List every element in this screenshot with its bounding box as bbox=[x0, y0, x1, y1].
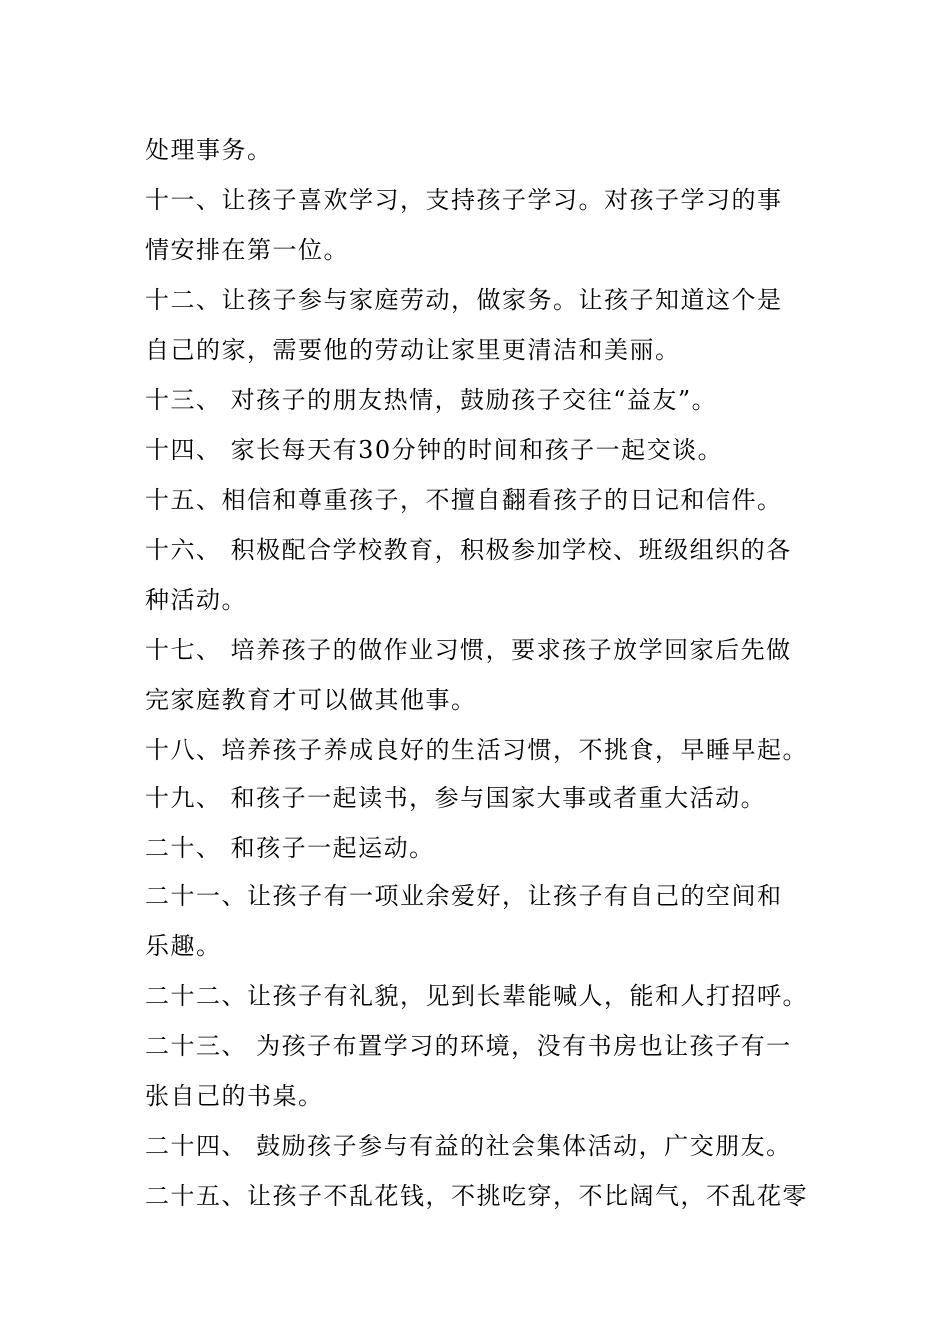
text-line: 自己的家，需要他的劳动让家里更清洁和美丽。 bbox=[145, 336, 681, 364]
text-line: 二十一、让孩子有一项业余爱好，让孩子有自己的空间和 bbox=[145, 882, 783, 910]
text-line: 二十四、 鼓励孩子参与有益的社会集体活动，广交朋友。 bbox=[145, 1132, 792, 1160]
text-line: 种活动。 bbox=[145, 586, 247, 614]
text-line: 二十、 和孩子一起运动。 bbox=[145, 834, 435, 862]
text-line: 十六、 积极配合学校教育，积极参加学校、班级组织的各 bbox=[145, 536, 792, 564]
text-line: 十二、让孩子参与家庭劳动，做家务。让孩子知道这个是 bbox=[145, 286, 783, 314]
text-line: 完家庭教育才可以做其他事。 bbox=[145, 686, 477, 714]
text-line: 十九、 和孩子一起读书，参与国家大事或者重大活动。 bbox=[145, 784, 767, 812]
text-line: 十三、 对孩子的朋友热情，鼓励孩子交往“益友”。 bbox=[145, 386, 718, 414]
text-line: 张自己的书桌。 bbox=[145, 1082, 324, 1110]
text-line: 十一、让孩子喜欢学习，支持孩子学习。对孩子学习的事 bbox=[145, 186, 783, 214]
text-line: 十五、相信和尊重孩子，不擅自翻看孩子的日记和信件。 bbox=[145, 486, 783, 514]
text-line: 二十五、让孩子不乱花钱，不挑吃穿，不比阔气，不乱花零 bbox=[145, 1182, 808, 1210]
text-line: 十七、 培养孩子的做作业习惯，要求孩子放学回家后先做 bbox=[145, 636, 792, 664]
text-line: 乐趣。 bbox=[145, 932, 222, 960]
text-line: 情安排在第一位。 bbox=[145, 236, 349, 264]
text-line: 处理事务。 bbox=[145, 136, 273, 164]
text-line: 十八、培养孩子养成良好的生活习惯，不挑食，早睡早起。 bbox=[145, 736, 808, 764]
text-line: 二十三、 为孩子布置学习的环境，没有书房也让孩子有一 bbox=[145, 1032, 792, 1060]
text-line: 十四、 家长每天有30分钟的时间和孩子一起交谈。 bbox=[145, 436, 724, 464]
text-line: 二十二、让孩子有礼貌，见到长辈能喊人，能和人打招呼。 bbox=[145, 982, 808, 1010]
